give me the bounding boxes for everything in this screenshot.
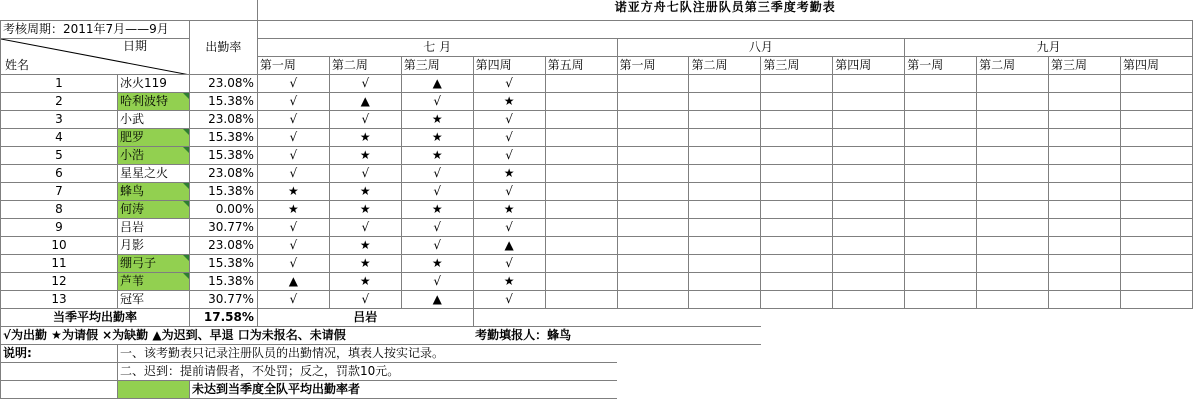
month-july: 七 月 — [257, 39, 617, 57]
attendance-mark: ★ — [257, 201, 329, 219]
attendance-mark — [905, 165, 977, 183]
attendance-mark — [761, 111, 833, 129]
attendance-mark — [1120, 291, 1192, 309]
attendance-mark — [1120, 201, 1192, 219]
attendance-mark: √ — [257, 147, 329, 165]
rate-header: 出勤率 — [189, 21, 257, 75]
attendance-mark — [1049, 219, 1121, 237]
attendance-mark — [545, 255, 617, 273]
top-attendee: 吕岩 — [257, 309, 473, 327]
week-header: 第一周 — [905, 57, 977, 75]
attendance-mark — [689, 273, 761, 291]
attendance-mark — [977, 273, 1049, 291]
attendance-mark: √ — [473, 291, 545, 309]
attendance-mark — [905, 183, 977, 201]
member-name: 冰火119 — [117, 75, 189, 93]
attendance-rate: 15.38% — [189, 129, 257, 147]
attendance-mark — [833, 75, 905, 93]
attendance-rate: 0.00% — [189, 201, 257, 219]
attendance-mark: √ — [257, 111, 329, 129]
row-number: 7 — [1, 183, 118, 201]
blank — [617, 363, 1192, 381]
attendance-mark — [689, 147, 761, 165]
attendance-mark: ★ — [473, 273, 545, 291]
attendance-rate: 15.38% — [189, 93, 257, 111]
attendance-mark — [905, 201, 977, 219]
below-avg-legend: 未达到当季度全队平均出勤率者 — [189, 381, 617, 399]
attendance-mark: ★ — [401, 129, 473, 147]
attendance-rate: 23.08% — [189, 237, 257, 255]
attendance-mark: √ — [401, 273, 473, 291]
attendance-mark — [1049, 183, 1121, 201]
attendance-mark — [689, 255, 761, 273]
member-name: 月影 — [117, 237, 189, 255]
attendance-mark — [1120, 147, 1192, 165]
attendance-mark: √ — [473, 183, 545, 201]
note-line-2: 二、迟到：提前请假者，不处罚；反之，罚款10元。 — [117, 363, 617, 381]
row-number: 5 — [1, 147, 118, 165]
avg-label: 当季平均出勤率 — [1, 309, 190, 327]
attendance-mark — [761, 93, 833, 111]
attendance-mark — [761, 165, 833, 183]
attendance-mark: ★ — [329, 201, 401, 219]
attendance-mark — [761, 273, 833, 291]
attendance-mark: ★ — [329, 183, 401, 201]
attendance-mark — [617, 93, 689, 111]
attendance-mark — [833, 147, 905, 165]
week-header: 第二周 — [689, 57, 761, 75]
week-header: 第三周 — [401, 57, 473, 75]
attendance-mark: √ — [257, 129, 329, 147]
attendance-mark: ▲ — [473, 237, 545, 255]
attendance-mark — [833, 237, 905, 255]
attendance-mark — [545, 147, 617, 165]
attendance-mark — [617, 273, 689, 291]
comment-marker-icon — [183, 129, 189, 135]
week-header: 第一周 — [257, 57, 329, 75]
member-name: 小浩 — [117, 147, 189, 165]
attendance-mark — [833, 93, 905, 111]
attendance-rate: 15.38% — [189, 255, 257, 273]
attendance-mark — [689, 201, 761, 219]
attendance-mark — [617, 201, 689, 219]
attendance-mark: √ — [473, 129, 545, 147]
table-row — [1, 183, 1193, 201]
attendance-mark — [833, 273, 905, 291]
attendance-mark — [833, 201, 905, 219]
attendance-mark: √ — [329, 75, 401, 93]
attendance-mark — [977, 165, 1049, 183]
attendance-mark: √ — [401, 93, 473, 111]
attendance-mark: ★ — [473, 93, 545, 111]
attendance-mark: √ — [473, 219, 545, 237]
comment-marker-icon — [183, 183, 189, 189]
attendance-mark — [977, 75, 1049, 93]
table-row — [1, 111, 1193, 129]
attendance-mark — [689, 93, 761, 111]
attendance-mark — [617, 147, 689, 165]
row-number: 9 — [1, 219, 118, 237]
attendance-mark: √ — [329, 165, 401, 183]
name-header: 姓名 — [5, 58, 30, 72]
attendance-mark — [977, 255, 1049, 273]
period-label: 考核周期：2011年7月——9月 — [1, 21, 190, 39]
attendance-mark — [905, 273, 977, 291]
attendance-mark — [905, 255, 977, 273]
attendance-mark — [905, 75, 977, 93]
attendance-mark — [617, 129, 689, 147]
attendance-mark — [1049, 201, 1121, 219]
attendance-mark — [905, 93, 977, 111]
table-row — [1, 129, 1193, 147]
attendance-mark — [1049, 237, 1121, 255]
table-row — [1, 291, 1193, 309]
attendance-mark — [545, 201, 617, 219]
attendance-mark: √ — [257, 93, 329, 111]
table-row — [1, 75, 1193, 93]
attendance-mark — [1120, 237, 1192, 255]
attendance-mark — [1120, 165, 1192, 183]
attendance-mark — [1049, 147, 1121, 165]
reporter: 考勤填报人：蜂鸟 — [473, 327, 761, 345]
table-row — [1, 219, 1193, 237]
row-number: 2 — [1, 93, 118, 111]
attendance-mark: ▲ — [401, 291, 473, 309]
table-row — [1, 147, 1193, 165]
attendance-mark — [617, 219, 689, 237]
week-header: 第五周 — [545, 57, 617, 75]
month-september: 九月 — [905, 39, 1193, 57]
week-header: 第三周 — [1049, 57, 1121, 75]
attendance-mark — [905, 291, 977, 309]
attendance-mark — [689, 291, 761, 309]
attendance-mark: ★ — [329, 255, 401, 273]
attendance-mark — [833, 219, 905, 237]
attendance-mark — [545, 93, 617, 111]
comment-marker-icon — [183, 147, 189, 153]
attendance-mark — [761, 147, 833, 165]
attendance-mark — [761, 129, 833, 147]
attendance-mark — [977, 129, 1049, 147]
attendance-mark — [977, 219, 1049, 237]
member-name: 哈利波特 — [117, 93, 189, 111]
attendance-mark: ★ — [401, 147, 473, 165]
attendance-mark — [689, 237, 761, 255]
attendance-mark — [977, 237, 1049, 255]
blank-corner — [1, 0, 258, 21]
attendance-mark: ★ — [329, 237, 401, 255]
table-row — [1, 255, 1193, 273]
attendance-mark: ★ — [329, 129, 401, 147]
diagonal-header-cell — [1, 39, 190, 75]
attendance-mark — [617, 255, 689, 273]
attendance-mark — [1049, 165, 1121, 183]
attendance-mark — [833, 291, 905, 309]
attendance-mark — [905, 237, 977, 255]
attendance-mark: √ — [257, 219, 329, 237]
member-name: 吕岩 — [117, 219, 189, 237]
attendance-mark: ★ — [401, 255, 473, 273]
attendance-mark — [761, 201, 833, 219]
week-header: 第四周 — [473, 57, 545, 75]
row-number: 10 — [1, 237, 118, 255]
attendance-rate: 23.08% — [189, 75, 257, 93]
attendance-mark — [617, 165, 689, 183]
legend-text: √为出勤 ★为请假 ×为缺勤 ▲为迟到、早退 口为未报名、未请假 — [1, 327, 474, 345]
attendance-mark: ★ — [473, 165, 545, 183]
attendance-mark — [905, 111, 977, 129]
attendance-mark — [833, 111, 905, 129]
attendance-rate: 30.77% — [189, 219, 257, 237]
attendance-mark — [977, 201, 1049, 219]
attendance-mark: √ — [329, 291, 401, 309]
row-number: 1 — [1, 75, 118, 93]
attendance-mark: ★ — [401, 201, 473, 219]
blank — [617, 381, 1192, 399]
blank — [473, 309, 1192, 327]
member-name: 蜂鸟 — [117, 183, 189, 201]
row-number: 11 — [1, 255, 118, 273]
comment-marker-icon — [183, 93, 189, 99]
week-header: 第三周 — [761, 57, 833, 75]
week-header: 第二周 — [977, 57, 1049, 75]
avg-value: 17.58% — [189, 309, 257, 327]
attendance-mark: √ — [257, 165, 329, 183]
table-row — [1, 273, 1193, 291]
green-swatch — [117, 381, 189, 399]
member-name: 何涛 — [117, 201, 189, 219]
attendance-mark — [545, 111, 617, 129]
attendance-mark — [905, 129, 977, 147]
table-row — [1, 201, 1193, 219]
attendance-mark — [977, 93, 1049, 111]
attendance-mark — [761, 219, 833, 237]
comment-marker-icon — [183, 255, 189, 261]
attendance-rate: 23.08% — [189, 165, 257, 183]
attendance-mark — [617, 75, 689, 93]
row-number: 8 — [1, 201, 118, 219]
attendance-mark — [545, 75, 617, 93]
attendance-rate: 15.38% — [189, 147, 257, 165]
attendance-mark: ▲ — [257, 273, 329, 291]
attendance-mark — [977, 111, 1049, 129]
attendance-mark — [1120, 219, 1192, 237]
comment-marker-icon — [183, 201, 189, 207]
attendance-mark — [977, 291, 1049, 309]
week-header: 第四周 — [1120, 57, 1192, 75]
attendance-mark: √ — [401, 165, 473, 183]
attendance-mark: √ — [473, 111, 545, 129]
attendance-mark — [617, 291, 689, 309]
date-header: 日期 — [123, 39, 148, 53]
week-header: 第一周 — [617, 57, 689, 75]
attendance-mark: √ — [329, 111, 401, 129]
attendance-mark — [905, 219, 977, 237]
attendance-mark — [833, 183, 905, 201]
attendance-mark — [1120, 255, 1192, 273]
row-number: 13 — [1, 291, 118, 309]
blank — [1, 363, 118, 381]
member-name: 芦苇 — [117, 273, 189, 291]
attendance-mark: √ — [401, 237, 473, 255]
attendance-mark — [689, 129, 761, 147]
attendance-mark — [1049, 75, 1121, 93]
attendance-mark — [1049, 111, 1121, 129]
month-august: 八月 — [617, 39, 905, 57]
blank-header-row — [257, 21, 1192, 39]
attendance-mark: ★ — [329, 273, 401, 291]
attendance-mark: √ — [473, 255, 545, 273]
table-row — [1, 165, 1193, 183]
week-header: 第二周 — [329, 57, 401, 75]
member-name: 绷弓子 — [117, 255, 189, 273]
table-row — [1, 93, 1193, 111]
attendance-mark — [617, 183, 689, 201]
attendance-mark — [1049, 129, 1121, 147]
attendance-mark — [1120, 75, 1192, 93]
attendance-mark — [689, 183, 761, 201]
attendance-mark — [833, 129, 905, 147]
attendance-mark — [1120, 111, 1192, 129]
sheet-title: 诺亚方舟七队注册队员第三季度考勤表 — [257, 0, 1192, 21]
member-name: 肥罗 — [117, 129, 189, 147]
attendance-mark — [689, 165, 761, 183]
attendance-mark — [977, 147, 1049, 165]
attendance-mark — [833, 255, 905, 273]
attendance-mark — [545, 165, 617, 183]
attendance-mark — [761, 237, 833, 255]
attendance-mark — [545, 219, 617, 237]
attendance-mark — [833, 165, 905, 183]
attendance-mark — [1049, 93, 1121, 111]
attendance-mark — [761, 255, 833, 273]
attendance-mark — [689, 111, 761, 129]
attendance-mark — [545, 291, 617, 309]
diagonal-line — [1, 39, 189, 75]
attendance-mark — [545, 129, 617, 147]
attendance-mark — [545, 183, 617, 201]
attendance-mark — [1049, 291, 1121, 309]
attendance-mark — [617, 237, 689, 255]
attendance-mark — [977, 183, 1049, 201]
attendance-mark — [1049, 255, 1121, 273]
attendance-mark — [1120, 93, 1192, 111]
attendance-mark: √ — [257, 291, 329, 309]
note-line-1: 一、该考勤表只记录注册队员的出勤情况，填表人按实记录。 — [117, 345, 617, 363]
attendance-mark: ▲ — [329, 93, 401, 111]
table-row — [1, 237, 1193, 255]
comment-marker-icon — [183, 273, 189, 279]
blank — [761, 327, 1193, 345]
attendance-mark — [1120, 273, 1192, 291]
attendance-mark — [761, 291, 833, 309]
attendance-mark — [617, 111, 689, 129]
member-name: 小武 — [117, 111, 189, 129]
attendance-mark — [545, 237, 617, 255]
member-name: 冠军 — [117, 291, 189, 309]
attendance-mark — [1049, 273, 1121, 291]
row-number: 4 — [1, 129, 118, 147]
notes-label: 说明: — [1, 345, 118, 363]
row-number: 3 — [1, 111, 118, 129]
attendance-mark: ★ — [329, 147, 401, 165]
attendance-mark: ★ — [257, 183, 329, 201]
attendance-rate: 15.38% — [189, 183, 257, 201]
attendance-mark: √ — [329, 219, 401, 237]
attendance-mark — [689, 219, 761, 237]
attendance-mark — [545, 273, 617, 291]
blank — [617, 345, 1192, 363]
attendance-mark: √ — [401, 183, 473, 201]
attendance-rate: 15.38% — [189, 273, 257, 291]
attendance-mark — [761, 75, 833, 93]
attendance-mark: √ — [257, 255, 329, 273]
row-number: 6 — [1, 165, 118, 183]
attendance-mark — [1120, 129, 1192, 147]
attendance-mark: ★ — [401, 111, 473, 129]
row-number: 12 — [1, 273, 118, 291]
attendance-mark — [1120, 183, 1192, 201]
attendance-mark: √ — [473, 147, 545, 165]
attendance-mark — [761, 183, 833, 201]
attendance-rate: 30.77% — [189, 291, 257, 309]
attendance-mark: √ — [401, 219, 473, 237]
attendance-mark: √ — [473, 75, 545, 93]
blank — [1, 381, 118, 399]
attendance-mark: √ — [257, 237, 329, 255]
week-header: 第四周 — [833, 57, 905, 75]
attendance-mark — [689, 75, 761, 93]
attendance-mark: ▲ — [401, 75, 473, 93]
attendance-mark: ★ — [473, 201, 545, 219]
member-name: 星星之火 — [117, 165, 189, 183]
attendance-mark: √ — [257, 75, 329, 93]
attendance-rate: 23.08% — [189, 111, 257, 129]
attendance-mark — [905, 147, 977, 165]
